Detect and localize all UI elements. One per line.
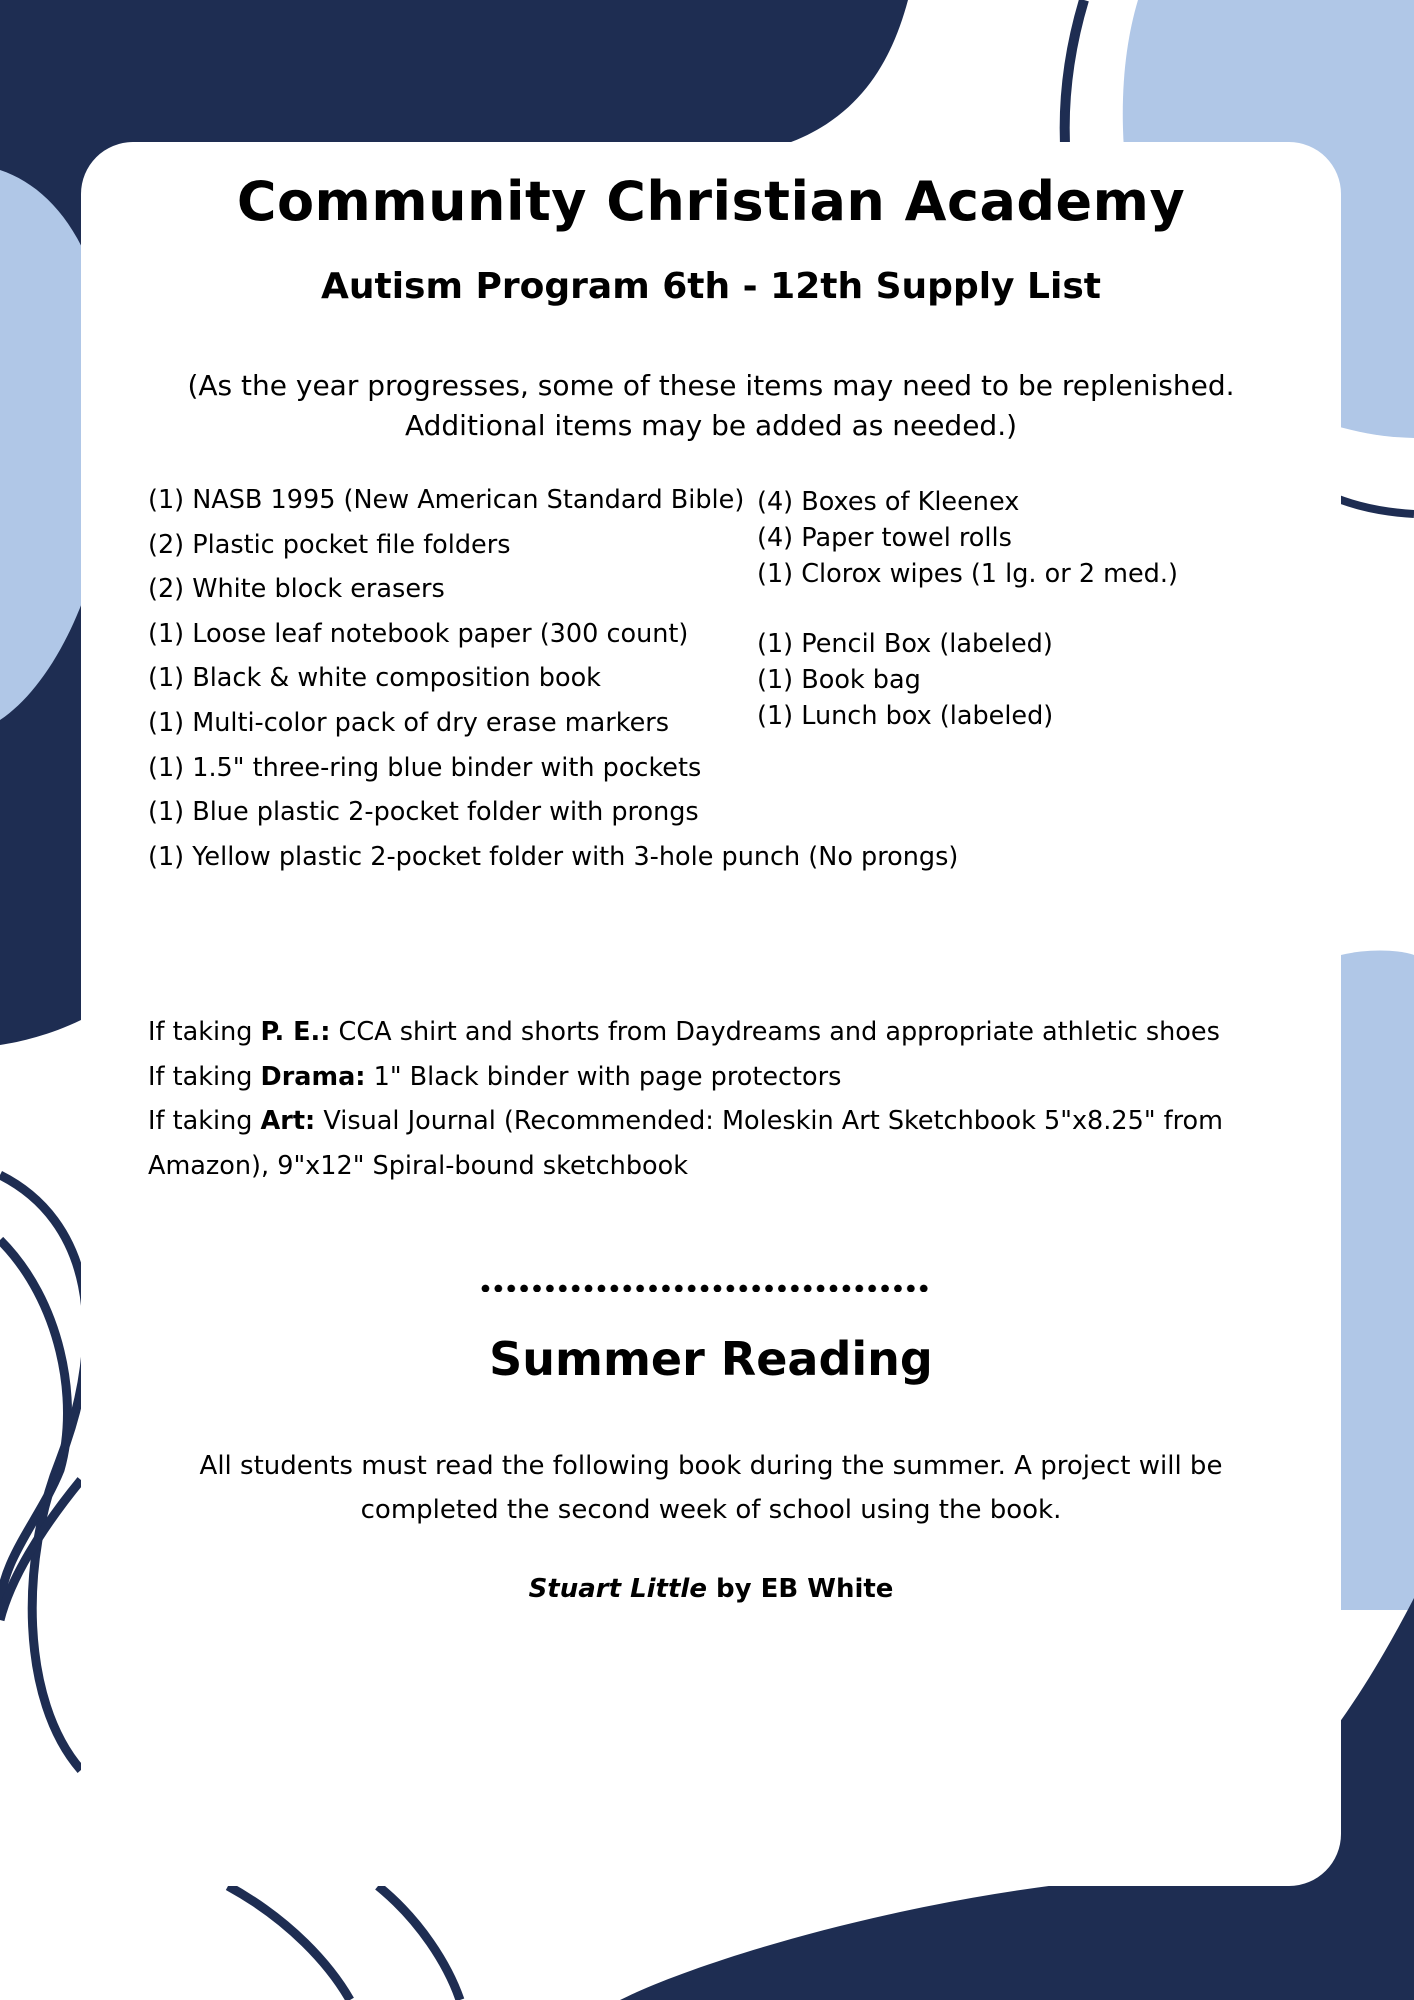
art-label: Art: bbox=[260, 1106, 316, 1137]
content-card bbox=[81, 142, 1341, 1886]
list-item: (1) Lunch box (labeled) bbox=[757, 701, 1054, 731]
art-prefix: If taking bbox=[148, 1106, 261, 1137]
replenish-note bbox=[141, 366, 1281, 446]
drama-label: Drama: bbox=[260, 1061, 366, 1092]
drama-requirement bbox=[148, 1055, 1288, 1100]
summer-reading-text: All students must read the following book during the summer. A project will be completed the second week of school using the book. bbox=[199, 1451, 1223, 1525]
elective-requirements bbox=[148, 1010, 1288, 1188]
list-item: (1) Loose leaf notebook paper (300 count) bbox=[148, 618, 689, 649]
drama-text: 1" Black binder with page protectors bbox=[365, 1061, 842, 1092]
list-item: (1) 1.5" three-ring blue binder with pockets bbox=[148, 752, 702, 783]
list-item: (1) NASB 1995 (New American Standard Bible) bbox=[148, 485, 745, 515]
summer-reading-title: Summer Reading bbox=[489, 1332, 933, 1386]
pe-label: P. E.: bbox=[260, 1017, 331, 1047]
list-item: (1) Clorox wipes (1 lg. or 2 med.) bbox=[757, 559, 1178, 589]
note-line-1: (As the year progresses, some of these items may need to be replenished. bbox=[187, 369, 1235, 402]
pe-requirement bbox=[148, 1010, 1288, 1055]
list-item: (2) Plastic pocket file folders bbox=[148, 529, 511, 560]
list-item: (1) Multi-color pack of dry erase markers bbox=[148, 707, 670, 738]
page-subtitle: Autism Program 6th - 12th Supply List bbox=[321, 266, 1101, 307]
list-item: (2) White block erasers bbox=[148, 574, 445, 605]
page-title: Community Christian Academy bbox=[236, 170, 1186, 233]
dotted-divider bbox=[479, 1284, 930, 1292]
book-author: by EB White bbox=[706, 1574, 894, 1604]
list-item: (1) Book bag bbox=[757, 665, 921, 695]
list-item: (1) Yellow plastic 2-pocket folder with 3-hole punch (No prongs) bbox=[148, 841, 959, 872]
book-citation bbox=[81, 1574, 1341, 1604]
list-item: (1) Black & white composition book bbox=[148, 663, 601, 694]
list-item: (4) Paper towel rolls bbox=[757, 523, 1012, 553]
book-title: Stuart Little bbox=[528, 1574, 707, 1604]
list-item: (1) Pencil Box (labeled) bbox=[757, 629, 1053, 659]
pe-prefix: If taking bbox=[148, 1017, 261, 1047]
list-item: (4) Boxes of Kleenex bbox=[757, 487, 1020, 517]
note-line-2: Additional items may be added as needed.) bbox=[404, 409, 1018, 442]
art-requirement bbox=[148, 1099, 1288, 1188]
art-text: Visual Journal (Recommended: Moleskin Art Sketchbook 5"x8.25" from Amazon), 9"x12" Spiral-bound sketchbook bbox=[148, 1106, 1223, 1181]
list-item: (1) Blue plastic 2-pocket folder with prongs bbox=[148, 797, 699, 828]
supply-list-right bbox=[757, 484, 1277, 734]
drama-prefix: If taking bbox=[148, 1061, 261, 1092]
pe-text: CCA shirt and shorts from Daydreams and appropriate athletic shoes bbox=[330, 1017, 1220, 1047]
light-blue-blob-right bbox=[1341, 950, 1414, 1610]
